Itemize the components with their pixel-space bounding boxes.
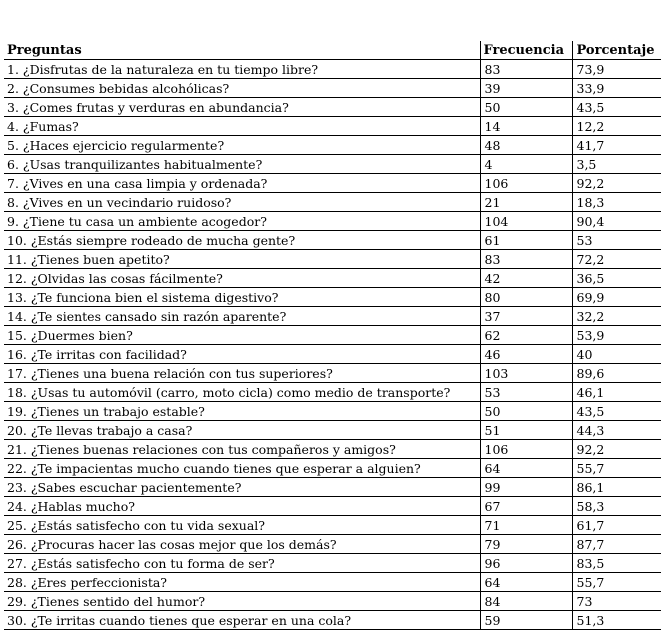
- question-cell: 13. ¿Te funciona bien el sistema digestivo?: [4, 288, 480, 307]
- frequency-cell: 106: [480, 174, 572, 193]
- table-row: [4, 345, 661, 364]
- percentage-cell: 44,3: [572, 421, 661, 440]
- header-preguntas: Preguntas: [4, 41, 480, 60]
- percentage-cell: 32,2: [572, 307, 661, 326]
- table-row: [4, 98, 661, 117]
- question-cell: 15. ¿Duermes bien?: [4, 326, 480, 345]
- question-cell: 2. ¿Consumes bebidas alcohólicas?: [4, 79, 480, 98]
- frequency-cell: 99: [480, 478, 572, 497]
- table-row: [4, 212, 661, 231]
- frequency-cell: 53: [480, 383, 572, 402]
- question-cell: 22. ¿Te impacientas mucho cuando tienes que esperar a alguien?: [4, 459, 480, 478]
- frequency-cell: 103: [480, 364, 572, 383]
- header-frecuencia: Frecuencia: [480, 41, 572, 60]
- percentage-cell: 92,2: [572, 440, 661, 459]
- frequency-cell: 64: [480, 459, 572, 478]
- table-row: [4, 326, 661, 345]
- table-row: [4, 288, 661, 307]
- question-cell: 11. ¿Tienes buen apetito?: [4, 250, 480, 269]
- percentage-cell: 43,5: [572, 402, 661, 421]
- table-row: [4, 497, 661, 516]
- survey-table: [4, 41, 661, 630]
- percentage-cell: 18,3: [572, 193, 661, 212]
- table-row: [4, 269, 661, 288]
- frequency-cell: 42: [480, 269, 572, 288]
- table-row: [4, 250, 661, 269]
- table-row: [4, 79, 661, 98]
- percentage-cell: 86,1: [572, 478, 661, 497]
- frequency-cell: 61: [480, 231, 572, 250]
- frequency-cell: 106: [480, 440, 572, 459]
- table-row: [4, 478, 661, 497]
- question-cell: 18. ¿Usas tu automóvil (carro, moto cicla) como medio de transporte?: [4, 383, 480, 402]
- table-body: [4, 60, 661, 630]
- percentage-cell: 53,9: [572, 326, 661, 345]
- table-row: [4, 402, 661, 421]
- question-cell: 25. ¿Estás satisfecho con tu vida sexual?: [4, 516, 480, 535]
- question-cell: 17. ¿Tienes una buena relación con tus superiores?: [4, 364, 480, 383]
- frequency-cell: 14: [480, 117, 572, 136]
- question-cell: 29. ¿Tienes sentido del humor?: [4, 592, 480, 611]
- frequency-cell: 4: [480, 155, 572, 174]
- table-row: [4, 231, 661, 250]
- percentage-cell: 73: [572, 592, 661, 611]
- frequency-cell: 62: [480, 326, 572, 345]
- percentage-cell: 92,2: [572, 174, 661, 193]
- frequency-cell: 51: [480, 421, 572, 440]
- question-cell: 8. ¿Vives en un vecindario ruidoso?: [4, 193, 480, 212]
- frequency-cell: 37: [480, 307, 572, 326]
- frequency-cell: 39: [480, 79, 572, 98]
- frequency-cell: 59: [480, 611, 572, 630]
- frequency-cell: 64: [480, 573, 572, 592]
- percentage-cell: 41,7: [572, 136, 661, 155]
- percentage-cell: 3,5: [572, 155, 661, 174]
- table-row: [4, 307, 661, 326]
- percentage-cell: 73,9: [572, 60, 661, 79]
- table-row: [4, 117, 661, 136]
- frequency-cell: 50: [480, 98, 572, 117]
- table-row: [4, 421, 661, 440]
- percentage-cell: 36,5: [572, 269, 661, 288]
- question-cell: 4. ¿Fumas?: [4, 117, 480, 136]
- percentage-cell: 33,9: [572, 79, 661, 98]
- percentage-cell: 53: [572, 231, 661, 250]
- question-cell: 24. ¿Hablas mucho?: [4, 497, 480, 516]
- percentage-cell: 90,4: [572, 212, 661, 231]
- frequency-cell: 83: [480, 60, 572, 79]
- question-cell: 3. ¿Comes frutas y verduras en abundancia?: [4, 98, 480, 117]
- question-cell: 12. ¿Olvidas las cosas fácilmente?: [4, 269, 480, 288]
- question-cell: 14. ¿Te sientes cansado sin razón aparente?: [4, 307, 480, 326]
- table-row: [4, 459, 661, 478]
- frequency-cell: 79: [480, 535, 572, 554]
- question-cell: 9. ¿Tiene tu casa un ambiente acogedor?: [4, 212, 480, 231]
- survey-table-container: [4, 41, 661, 630]
- percentage-cell: 40: [572, 345, 661, 364]
- table-row: [4, 535, 661, 554]
- percentage-cell: 89,6: [572, 364, 661, 383]
- frequency-cell: 96: [480, 554, 572, 573]
- table-row: [4, 573, 661, 592]
- frequency-cell: 83: [480, 250, 572, 269]
- table-row: [4, 440, 661, 459]
- question-cell: 20. ¿Te llevas trabajo a casa?: [4, 421, 480, 440]
- question-cell: 26. ¿Procuras hacer las cosas mejor que los demás?: [4, 535, 480, 554]
- table-row: [4, 383, 661, 402]
- frequency-cell: 21: [480, 193, 572, 212]
- table-header-row: [4, 41, 661, 60]
- question-cell: 16. ¿Te irritas con facilidad?: [4, 345, 480, 364]
- frequency-cell: 48: [480, 136, 572, 155]
- question-cell: 27. ¿Estás satisfecho con tu forma de ser?: [4, 554, 480, 573]
- table-row: [4, 611, 661, 630]
- question-cell: 10. ¿Estás siempre rodeado de mucha gente?: [4, 231, 480, 250]
- table-row: [4, 60, 661, 79]
- percentage-cell: 51,3: [572, 611, 661, 630]
- frequency-cell: 46: [480, 345, 572, 364]
- percentage-cell: 55,7: [572, 573, 661, 592]
- question-cell: 7. ¿Vives en una casa limpia y ordenada?: [4, 174, 480, 193]
- table-row: [4, 155, 661, 174]
- percentage-cell: 69,9: [572, 288, 661, 307]
- percentage-cell: 87,7: [572, 535, 661, 554]
- percentage-cell: 12,2: [572, 117, 661, 136]
- table-row: [4, 516, 661, 535]
- question-cell: 5. ¿Haces ejercicio regularmente?: [4, 136, 480, 155]
- percentage-cell: 58,3: [572, 497, 661, 516]
- question-cell: 28. ¿Eres perfeccionista?: [4, 573, 480, 592]
- percentage-cell: 72,2: [572, 250, 661, 269]
- question-cell: 1. ¿Disfrutas de la naturaleza en tu tiempo libre?: [4, 60, 480, 79]
- question-cell: 30. ¿Te irritas cuando tienes que esperar en una cola?: [4, 611, 480, 630]
- frequency-cell: 71: [480, 516, 572, 535]
- table-row: [4, 193, 661, 212]
- percentage-cell: 43,5: [572, 98, 661, 117]
- frequency-cell: 84: [480, 592, 572, 611]
- header-porcentaje: Porcentaje: [572, 41, 661, 60]
- percentage-cell: 83,5: [572, 554, 661, 573]
- question-cell: 19. ¿Tienes un trabajo estable?: [4, 402, 480, 421]
- frequency-cell: 67: [480, 497, 572, 516]
- frequency-cell: 80: [480, 288, 572, 307]
- table-row: [4, 592, 661, 611]
- question-cell: 6. ¿Usas tranquilizantes habitualmente?: [4, 155, 480, 174]
- question-cell: 23. ¿Sabes escuchar pacientemente?: [4, 478, 480, 497]
- table-row: [4, 174, 661, 193]
- table-row: [4, 364, 661, 383]
- question-cell: 21. ¿Tienes buenas relaciones con tus compañeros y amigos?: [4, 440, 480, 459]
- table-row: [4, 554, 661, 573]
- table-row: [4, 136, 661, 155]
- frequency-cell: 50: [480, 402, 572, 421]
- percentage-cell: 61,7: [572, 516, 661, 535]
- percentage-cell: 55,7: [572, 459, 661, 478]
- percentage-cell: 46,1: [572, 383, 661, 402]
- frequency-cell: 104: [480, 212, 572, 231]
